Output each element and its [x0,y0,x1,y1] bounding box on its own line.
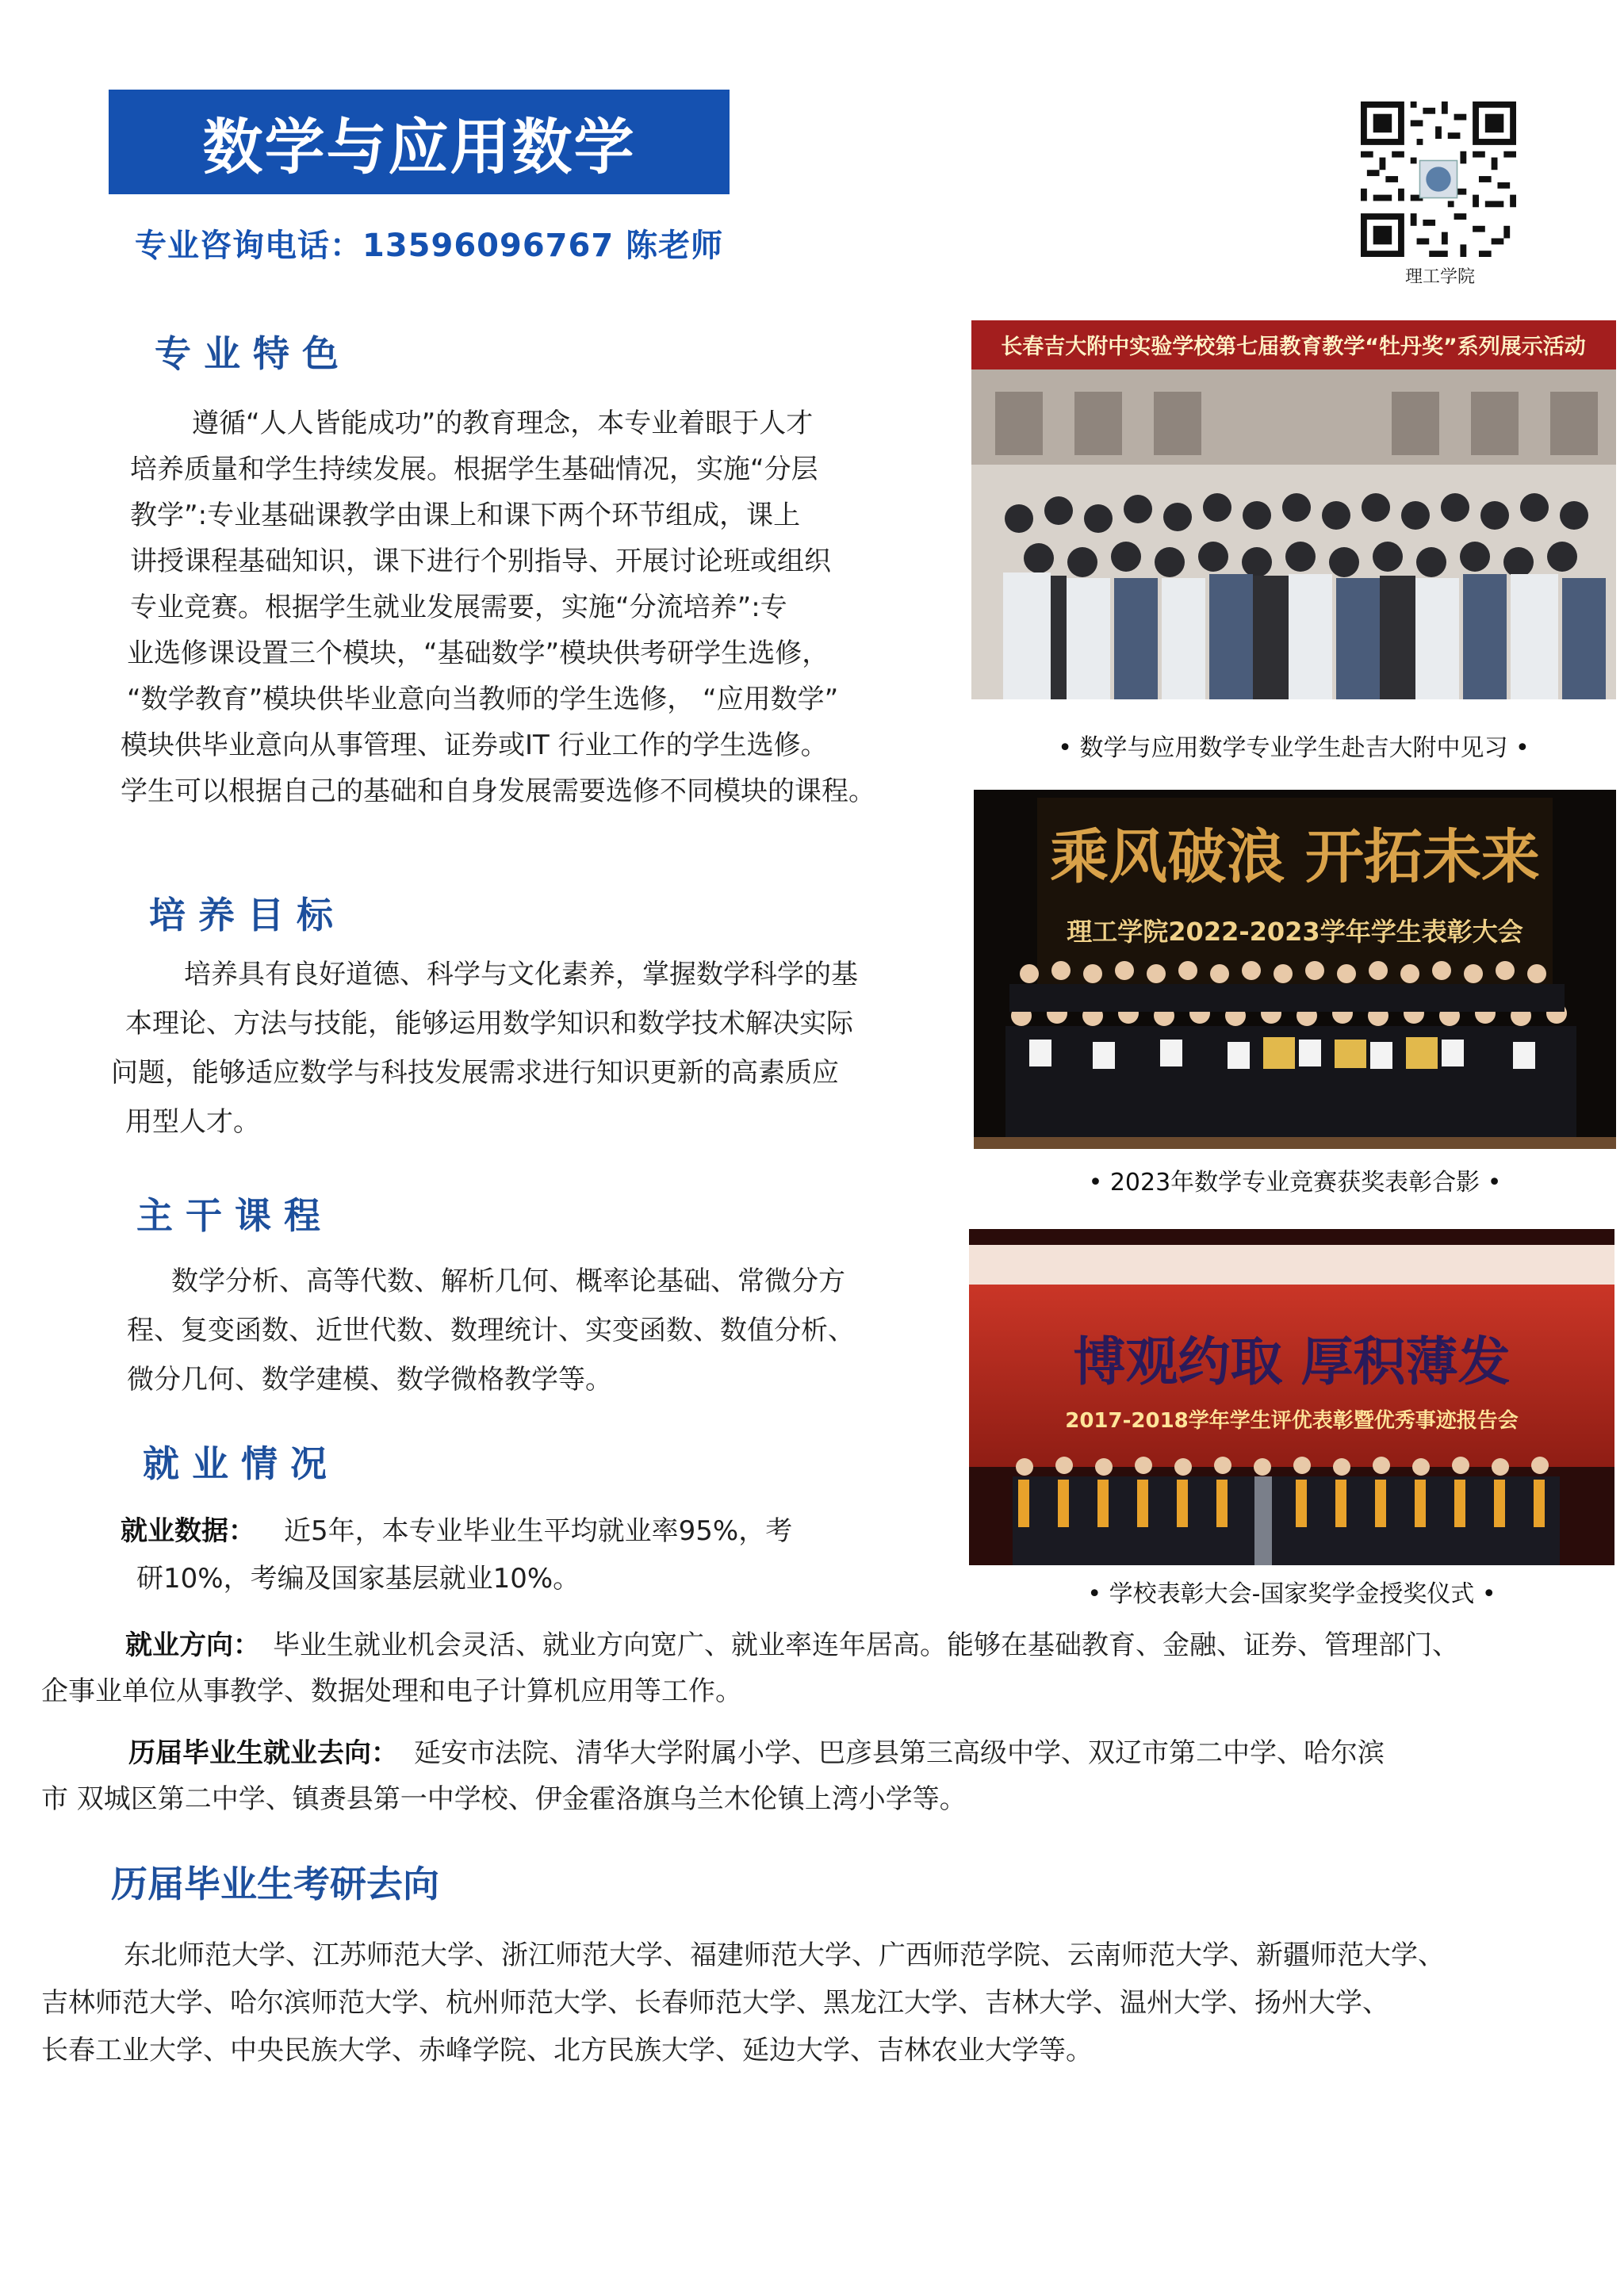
photo-scholarship-ceremony [969,1229,1614,1565]
photo3-caption: • 学校表彰大会-国家奖学金授奖仪式 • [1087,1580,1496,1608]
features-line: 模块供毕业意向从事管理、证券或IT 行业工作的学生选修。 [121,729,828,761]
section-heading-features: 专 业 特 色 [155,332,339,375]
group-photo-illustration [971,320,1616,699]
stage-photo-illustration [974,790,1616,1149]
section-heading-employment: 就 业 情 况 [143,1442,327,1485]
employment-direction-line2: 企事业单位从事教学、数据处理和电子计算机应用等工作。 [41,1675,742,1707]
photo1-caption: • 数学与应用数学专业学生赴吉大附中见习 • [1058,734,1530,762]
employment-data-label: 就业数据： [121,1515,255,1547]
employment-destination-row [128,1730,1385,1776]
qr-caption: 理工学院 [1404,267,1475,287]
qr-block [1361,101,1519,288]
section-heading-courses: 主 干 课 程 [136,1194,321,1237]
employment-destination-label: 历届毕业生就业去向： [128,1737,398,1769]
features-line: 讲授课程基础知识，课下进行个别指导、开展讨论班或组织 [130,546,831,577]
employment-destination-line2: 市 双城区第二中学、镇赉县第一中学校、伊金霍洛旗乌兰木伦镇上湾小学等。 [41,1783,967,1815]
goals-line: 培养具有良好道德、科学与文化素养，掌握数学科学的基 [184,959,858,990]
employment-destination-text: 延安市法院、清华大学附属小学、巴彦县第三高级中学、双辽市第二中学、哈尔滨 [414,1737,1385,1769]
courses-paragraph [127,1257,855,1404]
photo3-slogan: 博观约取 厚积薄发 [1073,1331,1511,1392]
section-heading-goals: 培 养 目 标 [149,894,334,936]
photo2-slogan: 乘风破浪 开拓未来 [1050,823,1540,891]
employment-data-line2: 研10%，考编及国家基层就业10%。 [136,1563,580,1595]
photo3-subtitle: 2017-2018学年学生评优表彰暨优秀事迹报告会 [1065,1409,1519,1433]
courses-line: 微分几何、数学建模、数学微格教学等。 [127,1364,612,1396]
goals-line: 问题，能够适应数学与科技发展需求进行知识更新的高素质应 [111,1057,839,1089]
features-line: 培养质量和学生持续发展。根据学生基础情况，实施“分层 [130,454,818,485]
goals-line: 本理论、方法与技能，能够运用数学知识和数学技术解决实际 [125,1008,853,1040]
features-line: 教学”:专业基础课教学由课上和课下两个环节组成，课上 [130,500,801,531]
stage-photo-illustration [969,1229,1614,1565]
employment-direction-label: 就业方向： [125,1629,260,1661]
page-title: 数学与应用数学 [202,111,636,182]
features-paragraph [121,400,875,814]
contact-phone: 专业咨询电话：13596096767 陈老师 [135,228,724,264]
goals-paragraph [111,950,858,1147]
grad-study-line: 东北师范大学、江苏师范大学、浙江师范大学、福建师范大学、广西师范学院、云南师范大学、新疆师范大学、 [124,1939,1445,1971]
section-heading-grad-study: 历届毕业生考研去向 [111,1863,439,1905]
employment-data-row [121,1508,792,1554]
grad-study-line: 吉林师范大学、哈尔滨师范大学、杭州师范大学、长春师范大学、黑龙江大学、吉林大学、温州大学、扬州大学、 [41,1987,1389,2019]
photo2-subtitle: 理工学院2022-2023学年学生表彰大会 [1067,917,1523,947]
photo-award-ceremony-2023 [974,790,1616,1149]
grad-study-paragraph [41,1932,1445,2074]
features-line: 专业竞赛。根据学生就业发展需要，实施“分流培养”:专 [130,592,787,623]
features-line: 遵循“人人皆能成功”的教育理念，本专业着眼于人才 [192,408,814,439]
photo-field-trip [971,320,1616,699]
qr-code-icon [1361,101,1516,257]
page-title-banner [109,90,730,194]
photo2-caption: • 2023年数学专业竞赛获奖表彰合影 • [1088,1169,1502,1197]
courses-line: 程、复变函数、近世代数、数理统计、实变函数、数值分析、 [127,1315,855,1346]
features-line: “数学教育”模块供毕业意向当教师的学生选修， “应用数学” [127,684,839,715]
grad-study-line: 长春工业大学、中央民族大学、赤峰学院、北方民族大学、延边大学、吉林农业大学等。 [41,2035,1093,2066]
employment-data-text: 近5年，本专业毕业生平均就业率95%，考 [284,1515,793,1547]
courses-line: 数学分析、高等代数、解析几何、概率论基础、常微分方 [171,1266,845,1297]
goals-line: 用型人才。 [125,1106,260,1138]
employment-direction-row [125,1622,1459,1668]
features-line: 学生可以根据自己的基础和自身发展需要选修不同模块的课程。 [121,775,875,807]
features-line: 业选修课设置三个模块，“基础数学”模块供考研学生选修， [127,638,829,669]
employment-direction-text: 毕业生就业机会灵活、就业方向宽广、就业率连年居高。能够在基础教育、金融、证券、管理部门、 [273,1629,1459,1661]
photo1-banner-text: 长春吉大附中实验学校第七届教育教学“牡丹奖”系列展示活动 [1001,335,1586,359]
